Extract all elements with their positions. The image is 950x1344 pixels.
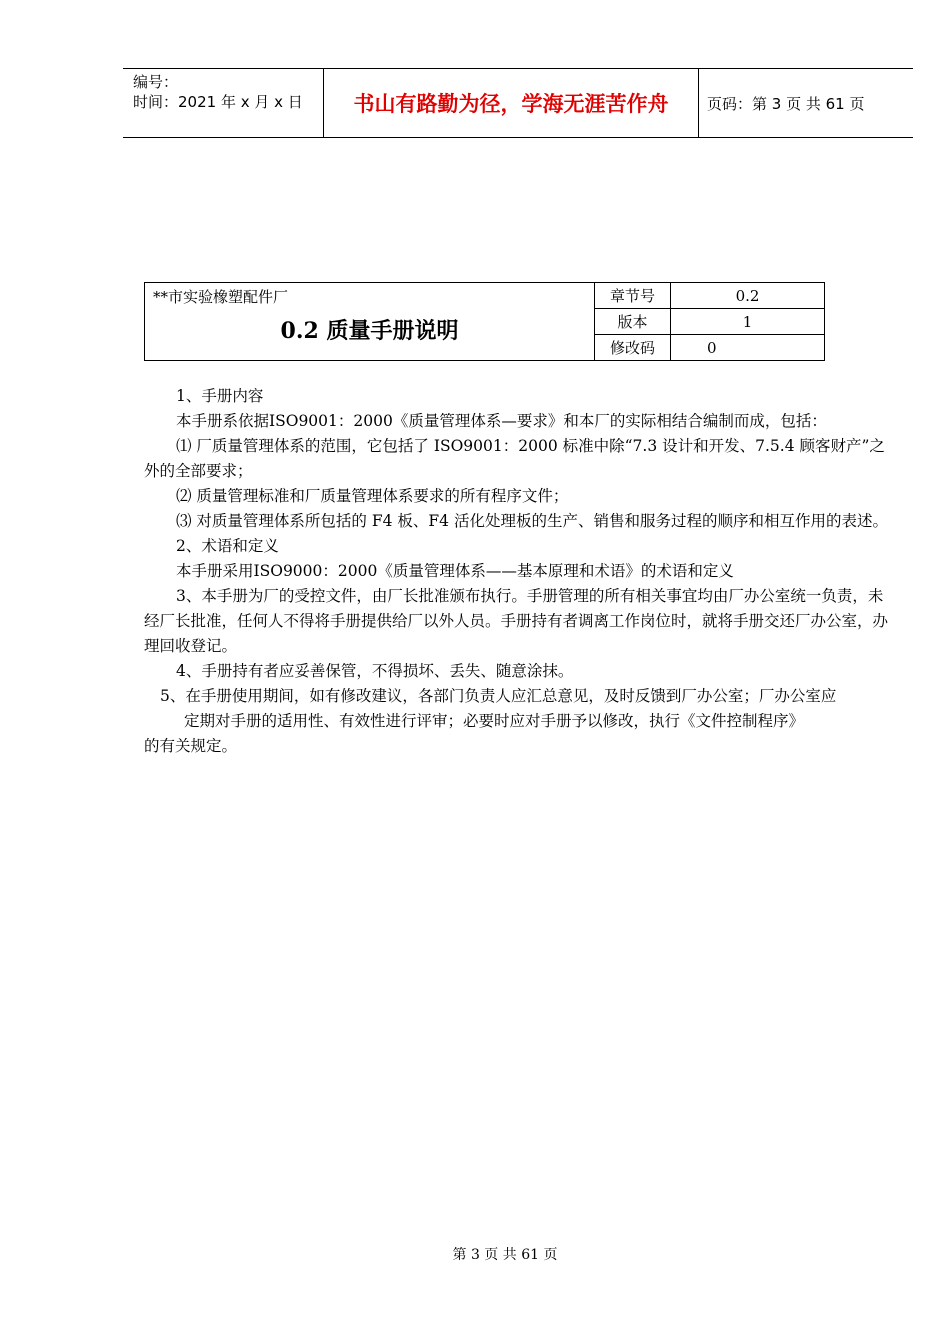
document-body [144, 384, 892, 759]
header-slogan: 书山有路勤为径，学海无涯苦作舟 [324, 69, 699, 137]
header-meta [123, 69, 324, 137]
list-item: ⑴ 厂质量管理体系的范围，它包括了 ISO9001：2000 标准中除“7.3 设计和开发、7.5.4 顾客财产”之外的全部要求； [144, 437, 885, 480]
page-header [123, 68, 913, 138]
header-page-number: 页码：第 3 页 共 61 页 [707, 94, 865, 113]
title-table [144, 282, 825, 361]
org-name: **市实验橡塑配件厂 [153, 288, 289, 306]
section-heading: 1、手册内容 [176, 387, 264, 405]
list-item: ⑵ 质量管理标准和厂质量管理体系要求的所有程序文件； [176, 487, 569, 505]
paragraph: 本手册系依据ISO9001：2000《质量管理体系—要求》和本厂的实际相结合编制而成，包括： [176, 412, 827, 430]
paragraph: 本手册采用ISO9000：2000《质量管理体系——基本原理和术语》的术语和定义 [176, 562, 734, 580]
paragraph-continuation: 定期对手册的适用性、有效性进行评审；必要时应对手册予以修改，执行《文件控制程序》 [184, 712, 805, 730]
version-label: 版本 [595, 309, 671, 335]
header-number: 编号： [133, 73, 179, 91]
title-cell [145, 283, 595, 361]
page-footer: 第 3 页 共 61 页 [452, 1247, 558, 1263]
list-item: ⑶ 对质量管理体系所包括的 F4 板、F4 活化处理板的生产、销售和服务过程的顺序和相互作用的表述。 [176, 512, 888, 530]
paragraph-continuation: 的有关规定。 [144, 737, 238, 755]
chapter-label: 章节号 [595, 283, 671, 309]
paragraph: 4、手册持有者应妥善保管，不得损坏、丢失、随意涂抹。 [176, 662, 574, 680]
chapter-value: 0.2 [671, 283, 825, 309]
document-title: 0.2 质量手册说明 [280, 318, 459, 344]
header-date: 时间：2021 年 x 月 x 日 [133, 93, 303, 111]
paragraph: 3、本手册为厂的受控文件，由厂长批准颁布执行。手册管理的所有相关事宜均由厂办公室统一负责，未经厂长批准，任何人不得将手册提供给厂以外人员。手册持有者调离工作岗位时，就将手册交还厂办公室，办理回收登记。 [144, 587, 889, 655]
paragraph: 5、在手册使用期间，如有修改建议，各部门负责人应汇总意见，及时反馈到厂办公室；厂办公室应 [160, 687, 837, 705]
revision-label: 修改码 [595, 335, 671, 361]
revision-value: 0 [671, 335, 825, 361]
version-value: 1 [671, 309, 825, 335]
section-heading: 2、术语和定义 [176, 537, 279, 555]
